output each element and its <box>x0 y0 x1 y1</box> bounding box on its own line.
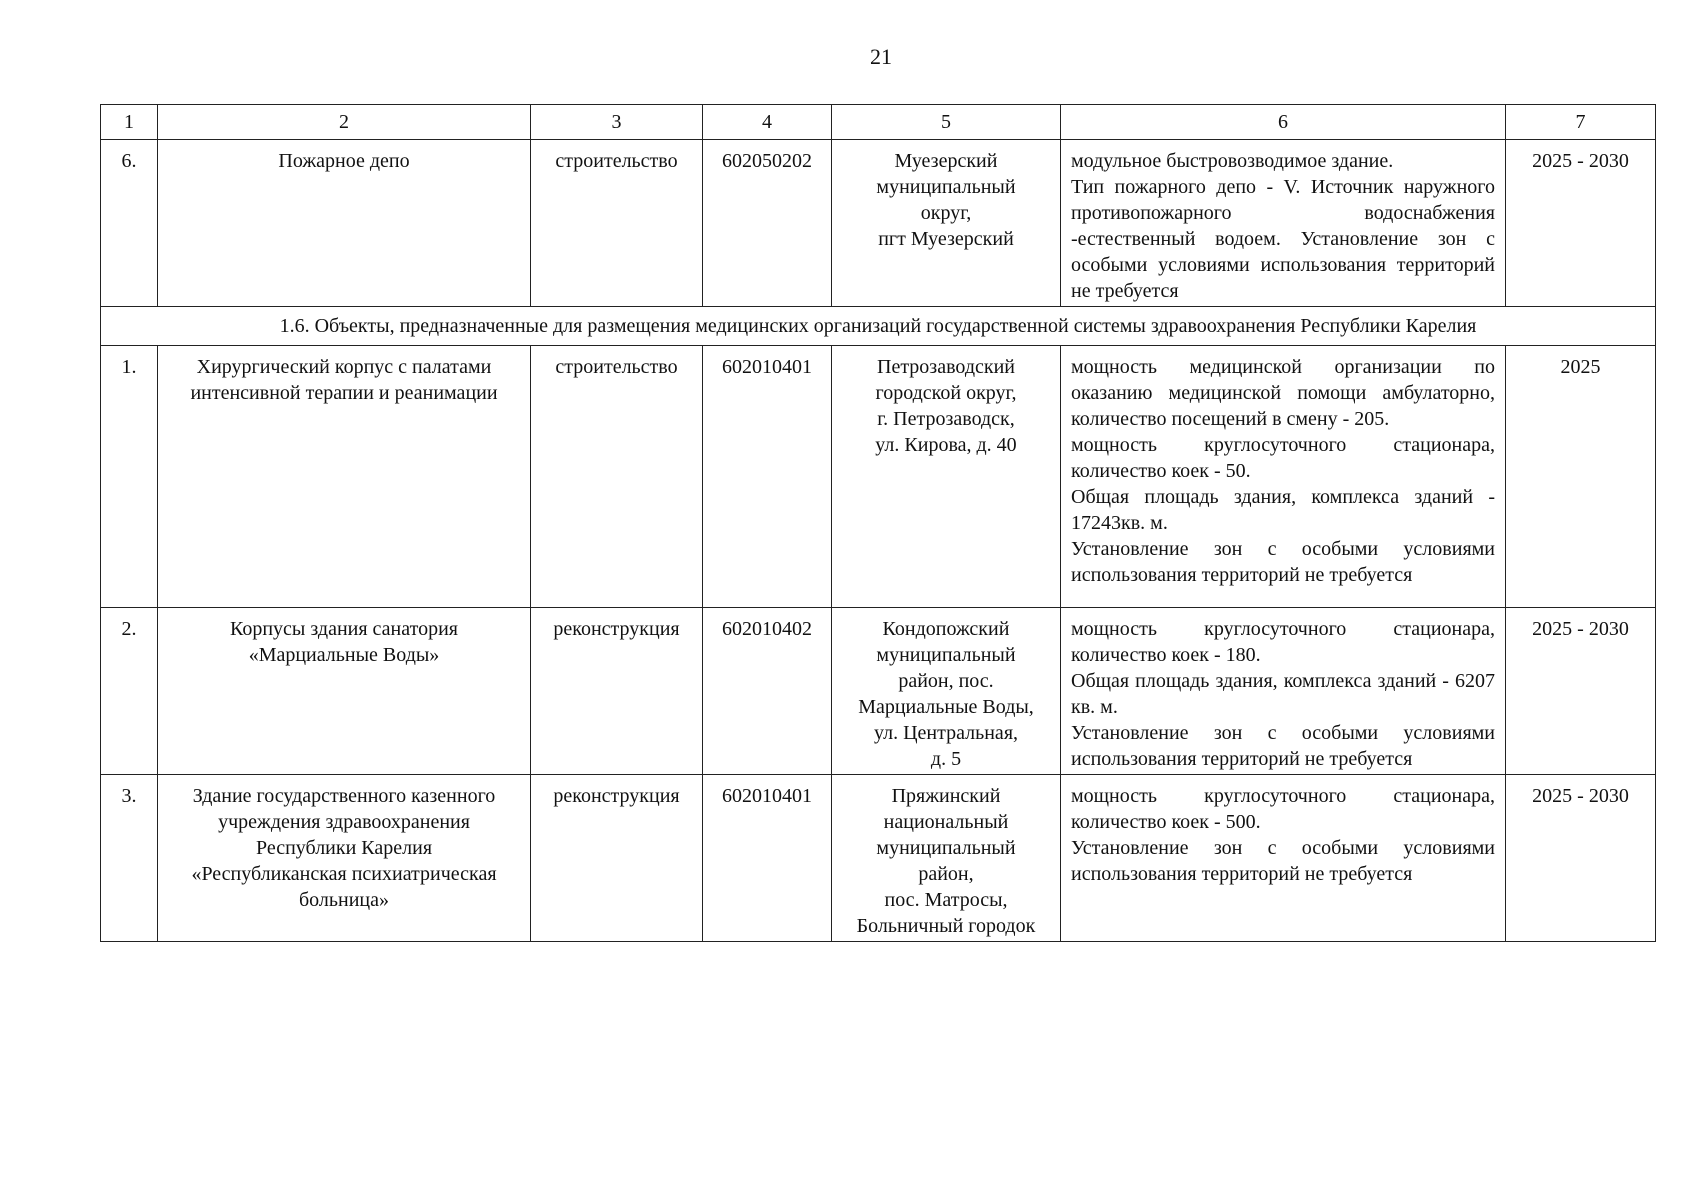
description-paragraph: модульное быстровозводимое здание. <box>1071 150 1394 172</box>
location-line: ул. Центральная, <box>873 722 1019 744</box>
description <box>1061 775 1506 942</box>
location-line: Больничный городок <box>856 915 1036 937</box>
description-paragraph: мощность круглосуточного стационара, количество коек - 50. <box>1071 434 1495 482</box>
description-paragraph: мощность круглосуточного стационара, количество коек - 500. <box>1071 785 1495 833</box>
column-header: 7 <box>1506 105 1656 140</box>
column-header-row <box>101 105 1656 140</box>
section-title: 1.6. Объекты, предназначенные для размещения медицинских организаций государственной системы здравоохранения Республики Карелия <box>101 307 1656 346</box>
row-number: 3. <box>101 775 158 942</box>
object-name-line: интенсивной терапии и реанимации <box>190 382 498 404</box>
table-row <box>101 775 1656 942</box>
object-name-line: Пожарное депо <box>278 150 410 172</box>
period: 2025 - 2030 <box>1506 775 1656 942</box>
description-paragraph: Установление зон с особыми условиями использования территорий не требуется <box>1071 722 1495 770</box>
location <box>832 775 1061 942</box>
period: 2025 - 2030 <box>1506 140 1656 307</box>
object-name <box>158 346 531 608</box>
location-line: Муезерский <box>894 150 998 172</box>
work-type: реконструкция <box>531 775 703 942</box>
description-paragraph: Общая площадь здания, комплекса зданий - 6207 кв. м. <box>1071 670 1495 718</box>
document-table <box>100 104 1656 942</box>
description-paragraph: Установление зон с особыми условиями использования территорий не требуется <box>1071 538 1495 586</box>
description <box>1061 608 1506 775</box>
object-name-line: «Марциальные Воды» <box>248 644 440 666</box>
location-line: округ, <box>920 202 972 224</box>
location-line: городской округ, <box>875 382 1017 404</box>
location-line: район, <box>918 863 974 885</box>
table-row <box>101 346 1656 608</box>
object-name-line: учреждения здравоохранения <box>218 811 470 833</box>
location-line: муниципальный <box>876 644 1016 666</box>
work-type: строительство <box>531 346 703 608</box>
location-line: Петрозаводский <box>877 356 1015 378</box>
description <box>1061 140 1506 307</box>
location-line: д. 5 <box>930 748 962 770</box>
location-line: муниципальный <box>876 176 1016 198</box>
object-code: 602010401 <box>703 775 832 942</box>
work-type: реконструкция <box>531 608 703 775</box>
description-paragraph: Общая площадь здания, комплекса зданий - 17243кв. м. <box>1071 486 1495 534</box>
row-number: 6. <box>101 140 158 307</box>
location-line: район, пос. <box>898 670 994 692</box>
location-line: пос. Матросы, <box>884 889 1008 911</box>
object-name-line: Корпусы здания санатория <box>230 618 458 640</box>
column-header: 5 <box>832 105 1061 140</box>
description-paragraph: мощность круглосуточного стационара, количество коек - 180. <box>1071 618 1495 666</box>
object-name-line: «Республиканская психиатрическая <box>191 863 497 885</box>
location-line: г. Петрозаводск, <box>877 408 1015 430</box>
row-number: 1. <box>101 346 158 608</box>
description-paragraph: Тип пожарного депо - V. Источник наружного противопожарного водоснабжения -естественный водоем. Установление зон с особыми условиями использования территорий не требуется <box>1071 176 1495 302</box>
page-number: 21 <box>870 44 892 69</box>
location-line: Пряжинский <box>891 785 1001 807</box>
table-row <box>101 608 1656 775</box>
location-line: пгт Муезерский <box>878 228 1014 250</box>
work-type: строительство <box>531 140 703 307</box>
location-line: ул. Кирова, д. 40 <box>875 434 1017 456</box>
description-paragraph: мощность медицинской организации по оказанию медицинской помощи амбулаторно, количество посещений в смену - 205. <box>1071 356 1495 430</box>
table-row <box>101 140 1656 307</box>
row-number: 2. <box>101 608 158 775</box>
object-code: 602010402 <box>703 608 832 775</box>
period: 2025 <box>1506 346 1656 608</box>
period: 2025 - 2030 <box>1506 608 1656 775</box>
object-name-line: Хирургический корпус с палатами <box>196 356 492 378</box>
object-name-line: Здание государственного казенного <box>192 785 496 807</box>
location-line: Марциальные Воды, <box>858 696 1034 718</box>
object-name-line: Республики Карелия <box>255 837 433 859</box>
description-paragraph: Установление зон с особыми условиями использования территорий не требуется <box>1071 837 1495 885</box>
object-name <box>158 775 531 942</box>
column-header: 3 <box>531 105 703 140</box>
object-name <box>158 608 531 775</box>
column-header: 2 <box>158 105 531 140</box>
location <box>832 346 1061 608</box>
location-line: национальный <box>883 811 1009 833</box>
object-code: 602050202 <box>703 140 832 307</box>
location <box>832 608 1061 775</box>
object-name-line: больница» <box>299 889 389 911</box>
column-header: 1 <box>101 105 158 140</box>
description <box>1061 346 1506 608</box>
location-line: муниципальный <box>876 837 1016 859</box>
column-header: 4 <box>703 105 832 140</box>
section-row <box>101 307 1656 346</box>
object-name <box>158 140 531 307</box>
location <box>832 140 1061 307</box>
location-line: Кондопожский <box>882 618 1010 640</box>
column-header: 6 <box>1061 105 1506 140</box>
object-code: 602010401 <box>703 346 832 608</box>
